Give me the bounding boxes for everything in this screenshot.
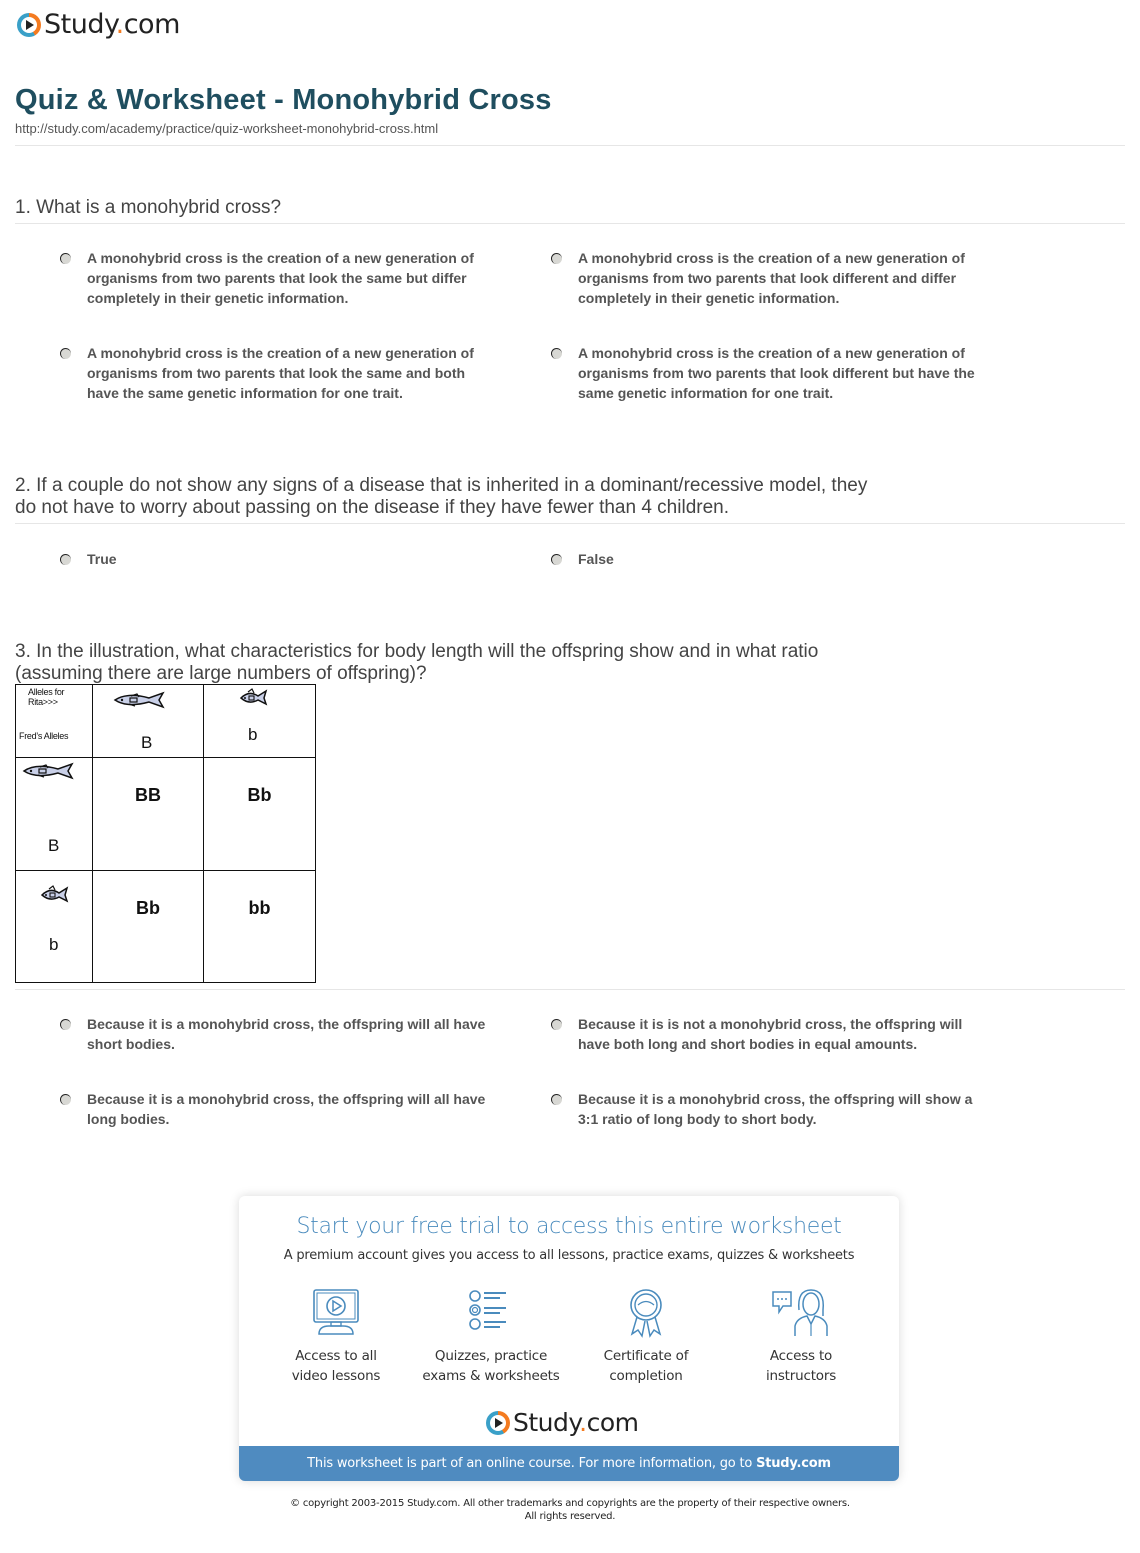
study-logo[interactable] bbox=[17, 11, 180, 38]
radio-button[interactable] bbox=[60, 554, 71, 565]
question-2-line2: do not have to worry about passing on the disease if they have fewer than 4 children. bbox=[15, 497, 730, 518]
quiz-list-icon bbox=[466, 1288, 516, 1336]
genotype-label: Bb bbox=[247, 785, 272, 805]
question-3-line1: 3. In the illustration, what characteristics for body length will the offspring show and in what ratio bbox=[15, 641, 819, 662]
long-fish-icon bbox=[113, 691, 167, 709]
rita-alleles-label: Alleles for Rita>>> bbox=[28, 687, 65, 707]
rights-reserved-line: All rights reserved. bbox=[524, 1511, 616, 1522]
q3-option-a[interactable] bbox=[60, 1014, 500, 1054]
rita-allele-B: B bbox=[141, 733, 153, 752]
logo-wordmark: Study.com bbox=[513, 1408, 639, 1437]
feature-label: Certificate of completion bbox=[603, 1348, 689, 1384]
option-label: Because it is a monohybrid cross, the offspring will all have short bodies. bbox=[87, 1016, 486, 1052]
feature-quizzes bbox=[416, 1288, 566, 1386]
page-title: Quiz & Worksheet - Monohybrid Cross bbox=[15, 84, 552, 116]
option-label: A monohybrid cross is the creation of a new generation of organisms from two parents that look the same but differ completely in their genetic information. bbox=[87, 250, 474, 306]
punnett-header-corner bbox=[16, 685, 93, 758]
fred-allele-B: B bbox=[48, 836, 60, 855]
genotype-label: bb bbox=[248, 898, 271, 918]
course-info-text: This worksheet is part of an online course. For more information, go to bbox=[307, 1456, 757, 1471]
short-fish-icon bbox=[239, 688, 269, 706]
option-label: Because it is a monohybrid cross, the offspring will all have long bodies. bbox=[87, 1091, 486, 1127]
radio-button[interactable] bbox=[60, 1019, 71, 1030]
fred-alleles-label: Fred’s Alleles bbox=[19, 731, 69, 741]
q2-option-true[interactable] bbox=[60, 549, 500, 569]
option-label: A monohybrid cross is the creation of a new generation of organisms from two parents that look the same and both have the same genetic information for one trait. bbox=[87, 345, 474, 401]
question-3-text bbox=[15, 641, 818, 685]
feature-label: Access to instructors bbox=[765, 1348, 837, 1384]
feature-label: Access to all video lessons bbox=[291, 1348, 381, 1384]
q1-option-a[interactable] bbox=[60, 248, 500, 308]
rita-allele-b: b bbox=[248, 725, 258, 744]
genotype-label: Bb bbox=[136, 898, 160, 918]
study-com-link[interactable]: Study.com bbox=[756, 1456, 831, 1471]
free-trial-promo[interactable] bbox=[239, 1196, 899, 1481]
short-fish-icon bbox=[40, 885, 70, 903]
punnett-square bbox=[15, 684, 316, 983]
study-logo[interactable] bbox=[486, 1410, 638, 1435]
copyright-footer bbox=[0, 1497, 1140, 1523]
option-label: True bbox=[87, 551, 117, 567]
instructor-chat-icon bbox=[771, 1288, 831, 1336]
long-fish-icon bbox=[22, 762, 76, 780]
radio-button[interactable] bbox=[60, 348, 71, 359]
question-2-text bbox=[15, 475, 867, 519]
punnett-fred-allele-2 bbox=[16, 871, 93, 983]
play-logo-icon bbox=[486, 1411, 510, 1435]
feature-certificate bbox=[571, 1288, 721, 1386]
logo-wordmark: Study.com bbox=[44, 9, 180, 40]
q3-option-b[interactable] bbox=[551, 1014, 991, 1054]
promo-subtitle: A premium account gives you access to all lessons, practice exams, quizzes & worksheets bbox=[283, 1248, 855, 1263]
divider bbox=[15, 989, 1125, 990]
punnett-cell-BB bbox=[93, 758, 204, 871]
punnett-cell-Bb bbox=[93, 871, 204, 983]
question-2-line1: 2. If a couple do not show any signs of a disease that is inherited in a dominant/recessive model, they bbox=[15, 475, 868, 496]
option-label: False bbox=[578, 551, 614, 567]
promo-title[interactable]: Start your free trial to access this entire worksheet bbox=[296, 1214, 842, 1239]
punnett-rita-allele-2 bbox=[204, 685, 316, 758]
copyright-line: © copyright 2003-2015 Study.com. All other trademarks and copyrights are the property of their respective owners. bbox=[290, 1498, 850, 1509]
q1-option-d[interactable] bbox=[551, 343, 991, 403]
punnett-rita-allele-1 bbox=[93, 685, 204, 758]
q1-option-b[interactable] bbox=[551, 248, 991, 308]
punnett-cell-bb bbox=[204, 871, 316, 983]
fred-allele-b: b bbox=[49, 935, 59, 954]
video-monitor-icon bbox=[311, 1288, 361, 1336]
radio-button[interactable] bbox=[60, 253, 71, 264]
option-label: Because it is is not a monohybrid cross, the offspring will have both long and short bodies in equal amounts. bbox=[578, 1016, 963, 1052]
divider bbox=[15, 145, 1125, 146]
divider bbox=[15, 523, 1125, 524]
radio-button[interactable] bbox=[551, 1019, 562, 1030]
question-1-text: 1. What is a monohybrid cross? bbox=[15, 197, 282, 218]
radio-button[interactable] bbox=[60, 1094, 71, 1105]
punnett-fred-allele-1 bbox=[16, 758, 93, 871]
radio-button[interactable] bbox=[551, 253, 562, 264]
play-logo-icon bbox=[17, 13, 41, 37]
feature-label: Quizzes, practice exams & worksheets bbox=[422, 1348, 560, 1384]
option-label: A monohybrid cross is the creation of a new generation of organisms from two parents that look different but have the same genetic information for one trait. bbox=[578, 345, 975, 401]
course-info-bar bbox=[239, 1446, 899, 1481]
certificate-ribbon-icon bbox=[621, 1288, 671, 1338]
punnett-cell-Bb bbox=[204, 758, 316, 871]
divider bbox=[15, 223, 1125, 224]
feature-video-lessons bbox=[261, 1288, 411, 1386]
q2-option-false[interactable] bbox=[551, 549, 991, 569]
q3-option-d[interactable] bbox=[551, 1089, 991, 1129]
radio-button[interactable] bbox=[551, 348, 562, 359]
q1-option-c[interactable] bbox=[60, 343, 500, 403]
radio-button[interactable] bbox=[551, 554, 562, 565]
feature-instructors bbox=[726, 1288, 876, 1386]
option-label: Because it is a monohybrid cross, the offspring will show a 3:1 ratio of long body to short body. bbox=[578, 1091, 973, 1127]
q3-option-c[interactable] bbox=[60, 1089, 500, 1129]
question-3-line2: (assuming there are large numbers of offspring)? bbox=[15, 663, 427, 684]
radio-button[interactable] bbox=[551, 1094, 562, 1105]
page-url: http://study.com/academy/practice/quiz-worksheet-monohybrid-cross.html bbox=[15, 121, 439, 136]
genotype-label: BB bbox=[135, 785, 161, 805]
option-label: A monohybrid cross is the creation of a new generation of organisms from two parents that look different and differ completely in their genetic information. bbox=[578, 250, 965, 306]
